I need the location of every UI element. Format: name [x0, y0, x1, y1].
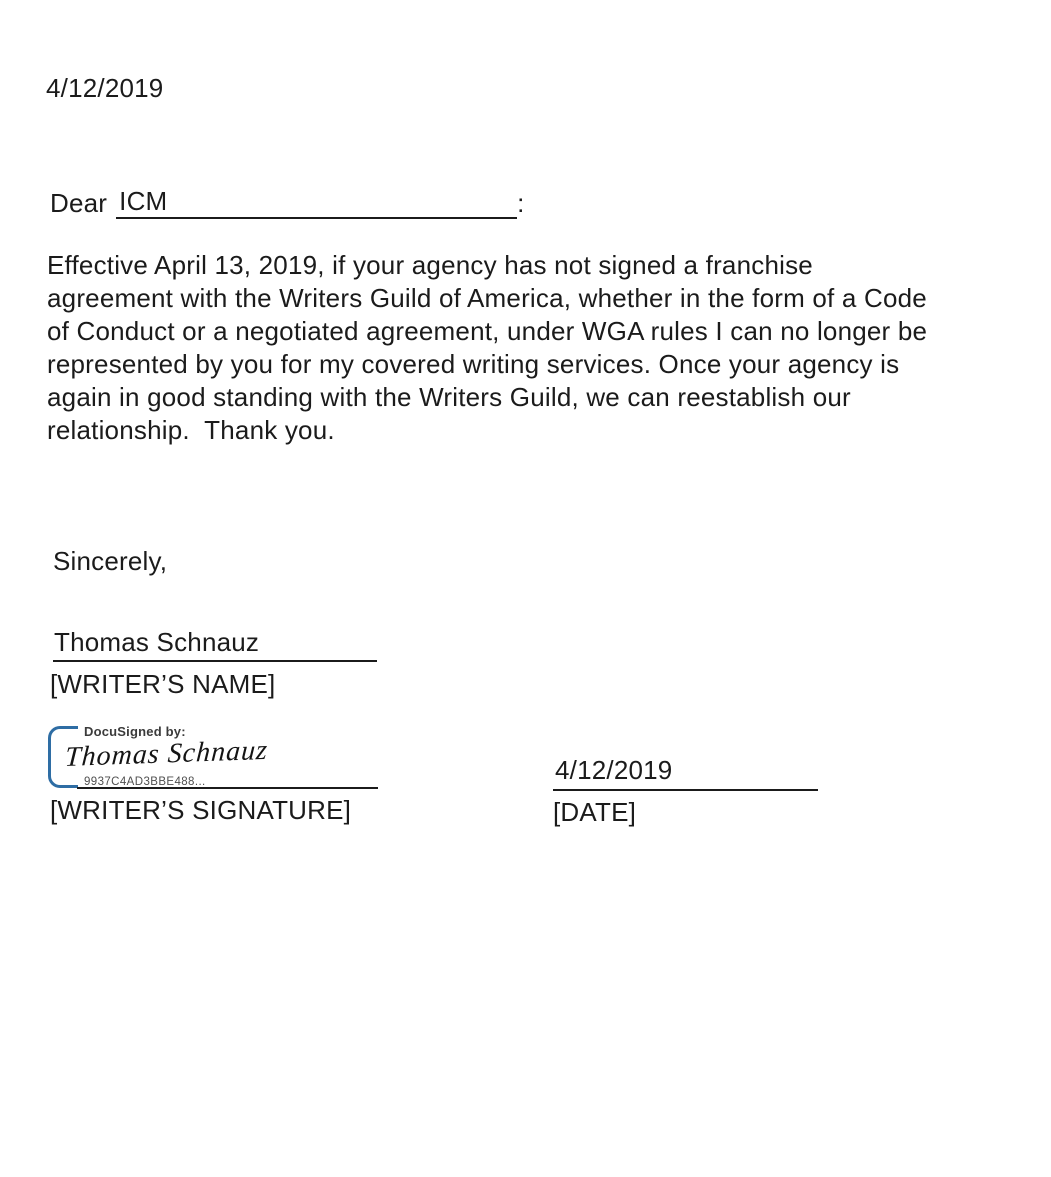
body-line: again in good standing with the Writers Guild, we can reestablish our [47, 382, 851, 412]
body-line: of Conduct or a negotiated agreement, under WGA rules I can no longer be [47, 316, 928, 346]
body-line: Effective April 13, 2019, if your agency has not signed a franchise [47, 250, 813, 280]
writer-name-text: Thomas Schnauz [54, 627, 260, 657]
salutation-prefix: Dear [50, 188, 108, 218]
recipient-name: ICM [119, 186, 168, 216]
salutation-line [50, 186, 525, 219]
closing-text: Sincerely, [53, 546, 168, 576]
writer-name-label: [WRITER’S NAME] [50, 669, 276, 699]
body-line: agreement with the Writers Guild of America, whether in the form of a Code [47, 283, 927, 313]
writer-signature-line [77, 787, 378, 789]
signed-date-text: 4/12/2019 [555, 755, 673, 785]
writer-signature-script: Thomas Schnauz [64, 734, 270, 773]
letter-date: 4/12/2019 [46, 73, 164, 103]
writer-signature-label: [WRITER’S SIGNATURE] [50, 795, 352, 825]
docusign-envelope-id: 9937C4AD3BBE488... [84, 776, 206, 788]
docusign-label: DocuSigned by: [84, 724, 186, 739]
body-line: represented by you for my covered writing services. Once your agency is [47, 349, 900, 379]
date-label: [DATE] [553, 797, 637, 827]
body-paragraph [47, 249, 927, 447]
body-line: relationship. Thank you. [47, 415, 335, 445]
date-line [553, 789, 818, 791]
writer-name-line [53, 660, 377, 662]
recipient-field [116, 186, 517, 219]
salutation-colon: : [517, 188, 525, 218]
